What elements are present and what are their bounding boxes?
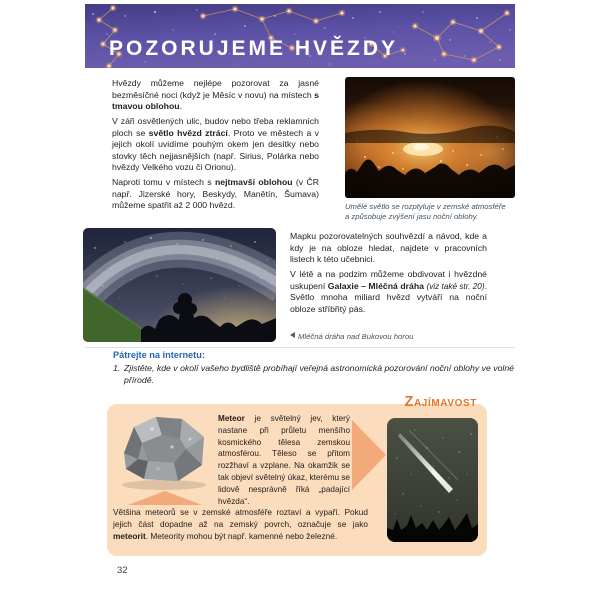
page-number: 32 [117, 565, 128, 576]
paragraph-dark-sky: Hvězdy můžeme nejlépe pozorovat za jasné bezměsíčné noci (když je Měsíc v novu) na místech s tmavou oblohou. [112, 78, 319, 111]
paragraph-light-pollution: V záři osvětlených ulic, budov nebo třeba reklamních ploch se světlo hvězd ztrácí. Proto ve městech a v jejich okolí uvidíme pouhým okem jen desítky nebo stovky těch nejjasnějších (např. Sirius, Polárka nebo hvězdy Velkého vozu či Orionu). [112, 116, 319, 172]
up-arrow-icon [128, 491, 202, 505]
right-arrow-icon [352, 420, 386, 490]
left-arrow-icon [290, 332, 295, 338]
meteor-streak-photo [387, 418, 478, 542]
fact-box-main-text: Meteor je světelný jev, který nastane při průletu menšího kosmického tělesa zemskou atmosférou. Těleso se přitom rozžhaví a vzplane. Na okamžik se tak objeví světelný úkaz, kterému se lidově nesprávně říká „padající hvězda“. [218, 414, 350, 506]
city-photo-caption: Umělé světlo se rozptyluje v zemské atmosféře a způsobuje zvýšení jasu noční oblohy. [345, 202, 506, 221]
page-title: POZORUJEME HVĚZDY [109, 37, 399, 60]
internet-task-item [113, 363, 514, 386]
list-number: 1. [113, 363, 121, 373]
section-divider [85, 347, 515, 348]
paragraph-constellation-map: Mapku pozorovatelných souhvězdí a návod, kde a kdy je na obloze hledat, najdete v pracovních listech k této učebnici. [290, 231, 487, 264]
internet-task-heading: Pátrejte na internetu: [113, 350, 205, 360]
meteorite-photo [114, 409, 214, 491]
milky-way-photo-caption: Mléčná dráha nad Bukovou horou [290, 332, 505, 342]
fact-box-label: Zajímavost [404, 394, 477, 410]
milky-way-photo [83, 228, 276, 342]
internet-task-text: Zjistěte, kde v okolí vašeho bydliště probíhají veřejná astronomická pozorování noční oblohy ve volné přírodě. [124, 363, 514, 385]
map-and-galaxy-text-column [290, 231, 487, 319]
fact-box-bottom-text: Většina meteorů se v zemské atmosféře roztaví a vypaří. Pokud jejich část dopadne až na zemský povrch, označuje se jako meteorit. Meteority mohou být např. kamenné nebo železné. [113, 507, 368, 541]
city-night-photo [345, 77, 515, 198]
paragraph-darkest-places: Naproti tomu v místech s nejtmavší oblohou (v ČR např. Jizerské hory, Beskydy, Manětín, Šumava) můžeme spatřit až 2 000 hvězd. [112, 177, 319, 210]
chapter-header-banner [85, 4, 515, 68]
intro-text-column [112, 78, 319, 215]
paragraph-milky-way: V létě a na podzim můžeme obdivovat i hvězdné uskupení Galaxie – Mléčná dráha (viz také str. 20). Světlo mnoha miliard hvězd vytváří na noční obloze stříbřitý pás. [290, 269, 487, 314]
